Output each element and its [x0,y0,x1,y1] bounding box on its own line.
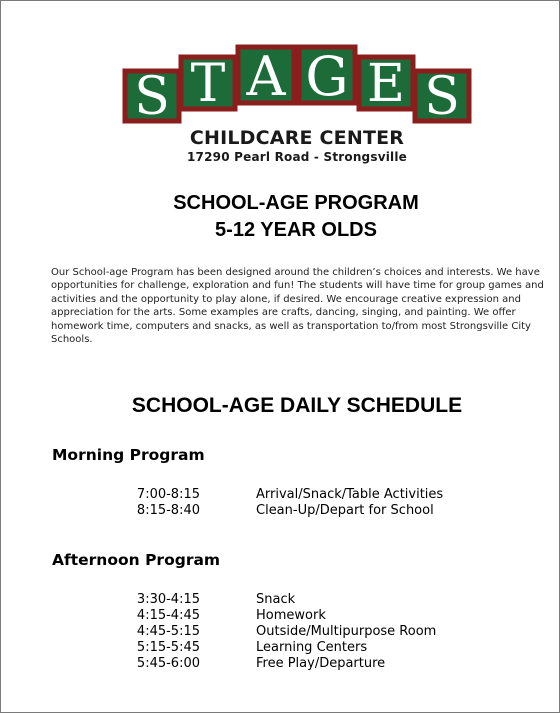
logo-letter: S [424,67,460,125]
schedule-activity: Snack [256,592,296,607]
schedule-title: SCHOOL-AGE DAILY SCHEDULE [131,394,463,417]
morning-schedule-list [1,487,560,519]
schedule-row [1,608,560,624]
schedule-row [1,503,560,519]
afternoon-schedule-list [1,592,560,672]
logo-tile-5 [359,54,413,114]
logo-letter: G [305,45,349,108]
logo-letter: T [190,54,226,114]
logo-tile-4 [299,45,355,108]
intro-paragraph: Our School-age Program has been designed around the children’s choices and interests. We have opportunities for challenge, exploration and fun! The students will have time for group games and activities and the opportunity to play alone, if desired. We encourage creative expression and appreciation for the arts. Some examples are crafts, dancing, singing, and painting. We offer homework time, computers and snacks, as well as transportation to/from most Strongsville City Schools. [51,267,544,346]
logo-address: 17290 Pearl Road - Strongsville [187,150,407,164]
schedule-row [1,624,560,640]
schedule-activity: Outside/Multipurpose Room [256,624,437,639]
schedule-time: 7:00-8:15 [136,487,200,502]
schedule-activity: Homework [256,608,326,623]
schedule-activity: Learning Centers [256,640,368,655]
logo-tile-3 [238,45,294,108]
schedule-activity: Clean-Up/Depart for School [256,503,434,518]
logo-letter: S [134,67,170,125]
schedule-time: 5:45-6:00 [136,656,200,671]
logo-letter: A [246,45,286,108]
page-title: SCHOOL-AGE PROGRAM [173,192,419,214]
logo-letter: E [367,54,405,114]
schedule-row [1,592,560,608]
page-subtitle: 5-12 YEAR OLDS [215,219,377,241]
afternoon-program-heading: Afternoon Program [52,551,221,569]
schedule-activity: Free Play/Departure [256,656,386,671]
schedule-time: 3:30-4:15 [136,592,200,607]
schedule-row [1,640,560,656]
schedule-row [1,656,560,672]
logo-subtitle: CHILDCARE CENTER [189,127,405,149]
logo-tile-2 [181,54,235,114]
morning-program-heading: Morning Program [52,446,205,464]
logo-tile-1 [125,67,179,125]
stages-logo [121,43,473,167]
schedule-time: 5:15-5:45 [136,640,200,655]
logo-letter-tiles [121,43,473,125]
schedule-time: 4:45-5:15 [136,624,200,639]
schedule-time: 4:15-4:45 [136,608,200,623]
schedule-time: 8:15-8:40 [136,503,200,518]
logo-tile-6 [415,67,469,125]
schedule-row [1,487,560,503]
schedule-activity: Arrival/Snack/Table Activities [256,487,444,502]
